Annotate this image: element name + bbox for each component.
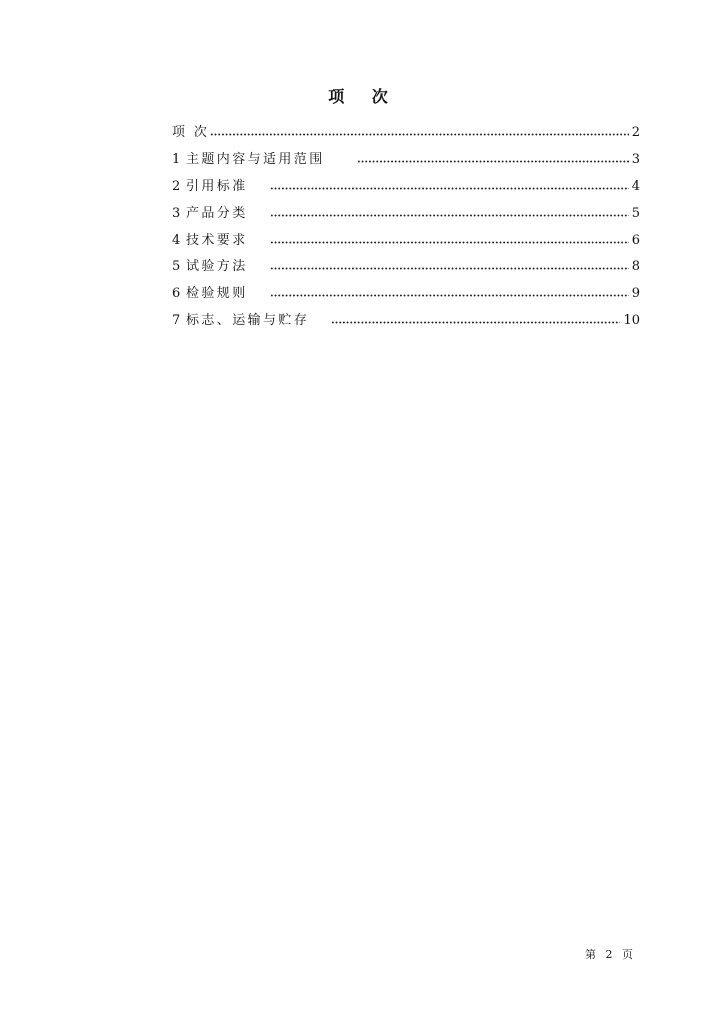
toc-dot-leader bbox=[331, 321, 620, 324]
toc-entry bbox=[172, 174, 640, 201]
toc-entry-label: 产品分类 bbox=[186, 205, 248, 221]
toc-entry-page: 6 bbox=[631, 232, 640, 248]
toc-entry-page: 8 bbox=[631, 259, 640, 275]
toc-entry-page: 4 bbox=[631, 178, 640, 194]
toc-dot-leader bbox=[270, 187, 629, 190]
toc-entry-label: 标志、运输与贮存 bbox=[186, 313, 310, 329]
toc-dot-leader bbox=[270, 241, 629, 244]
toc-dot-leader bbox=[210, 133, 628, 136]
toc-entry-page: 2 bbox=[631, 125, 640, 140]
toc-dot-leader bbox=[270, 267, 629, 270]
toc-dot-leader bbox=[270, 294, 629, 297]
toc-entry-label: 检验规则 bbox=[186, 286, 248, 302]
toc-entry bbox=[172, 254, 640, 281]
table-of-contents bbox=[172, 120, 640, 335]
toc-entry bbox=[172, 201, 640, 228]
toc-entry-label: 引用标准 bbox=[186, 178, 248, 194]
toc-entry-number: 1 bbox=[172, 151, 181, 167]
toc-entry-label: 项 次 bbox=[172, 125, 210, 140]
toc-entry-page: 5 bbox=[631, 205, 640, 221]
toc-entry bbox=[172, 228, 640, 255]
toc-entry-number: 4 bbox=[172, 232, 181, 248]
toc-entry-label: 技术要求 bbox=[186, 232, 248, 248]
page-title: 项 次 bbox=[328, 87, 396, 106]
toc-entry-page: 3 bbox=[631, 151, 640, 167]
toc-entry-page: 10 bbox=[623, 313, 640, 329]
toc-dot-leader bbox=[270, 214, 629, 217]
toc-entry bbox=[172, 281, 640, 308]
toc-entry bbox=[172, 147, 640, 174]
toc-entry-page: 9 bbox=[631, 286, 640, 302]
toc-entry-label: 主题内容与适用范围 bbox=[186, 151, 325, 167]
toc-entry-number: 6 bbox=[172, 286, 181, 302]
toc-entry-number: 3 bbox=[172, 205, 181, 221]
page-number-footer: 第 2 页 bbox=[585, 948, 634, 961]
toc-entry-number: 7 bbox=[172, 313, 181, 329]
toc-dot-leader bbox=[357, 160, 629, 163]
toc-entry-label: 试验方法 bbox=[186, 259, 248, 275]
toc-entry bbox=[172, 120, 640, 147]
toc-entry bbox=[172, 308, 640, 335]
toc-entry-number: 2 bbox=[172, 178, 181, 194]
toc-entry-number: 5 bbox=[172, 259, 181, 275]
